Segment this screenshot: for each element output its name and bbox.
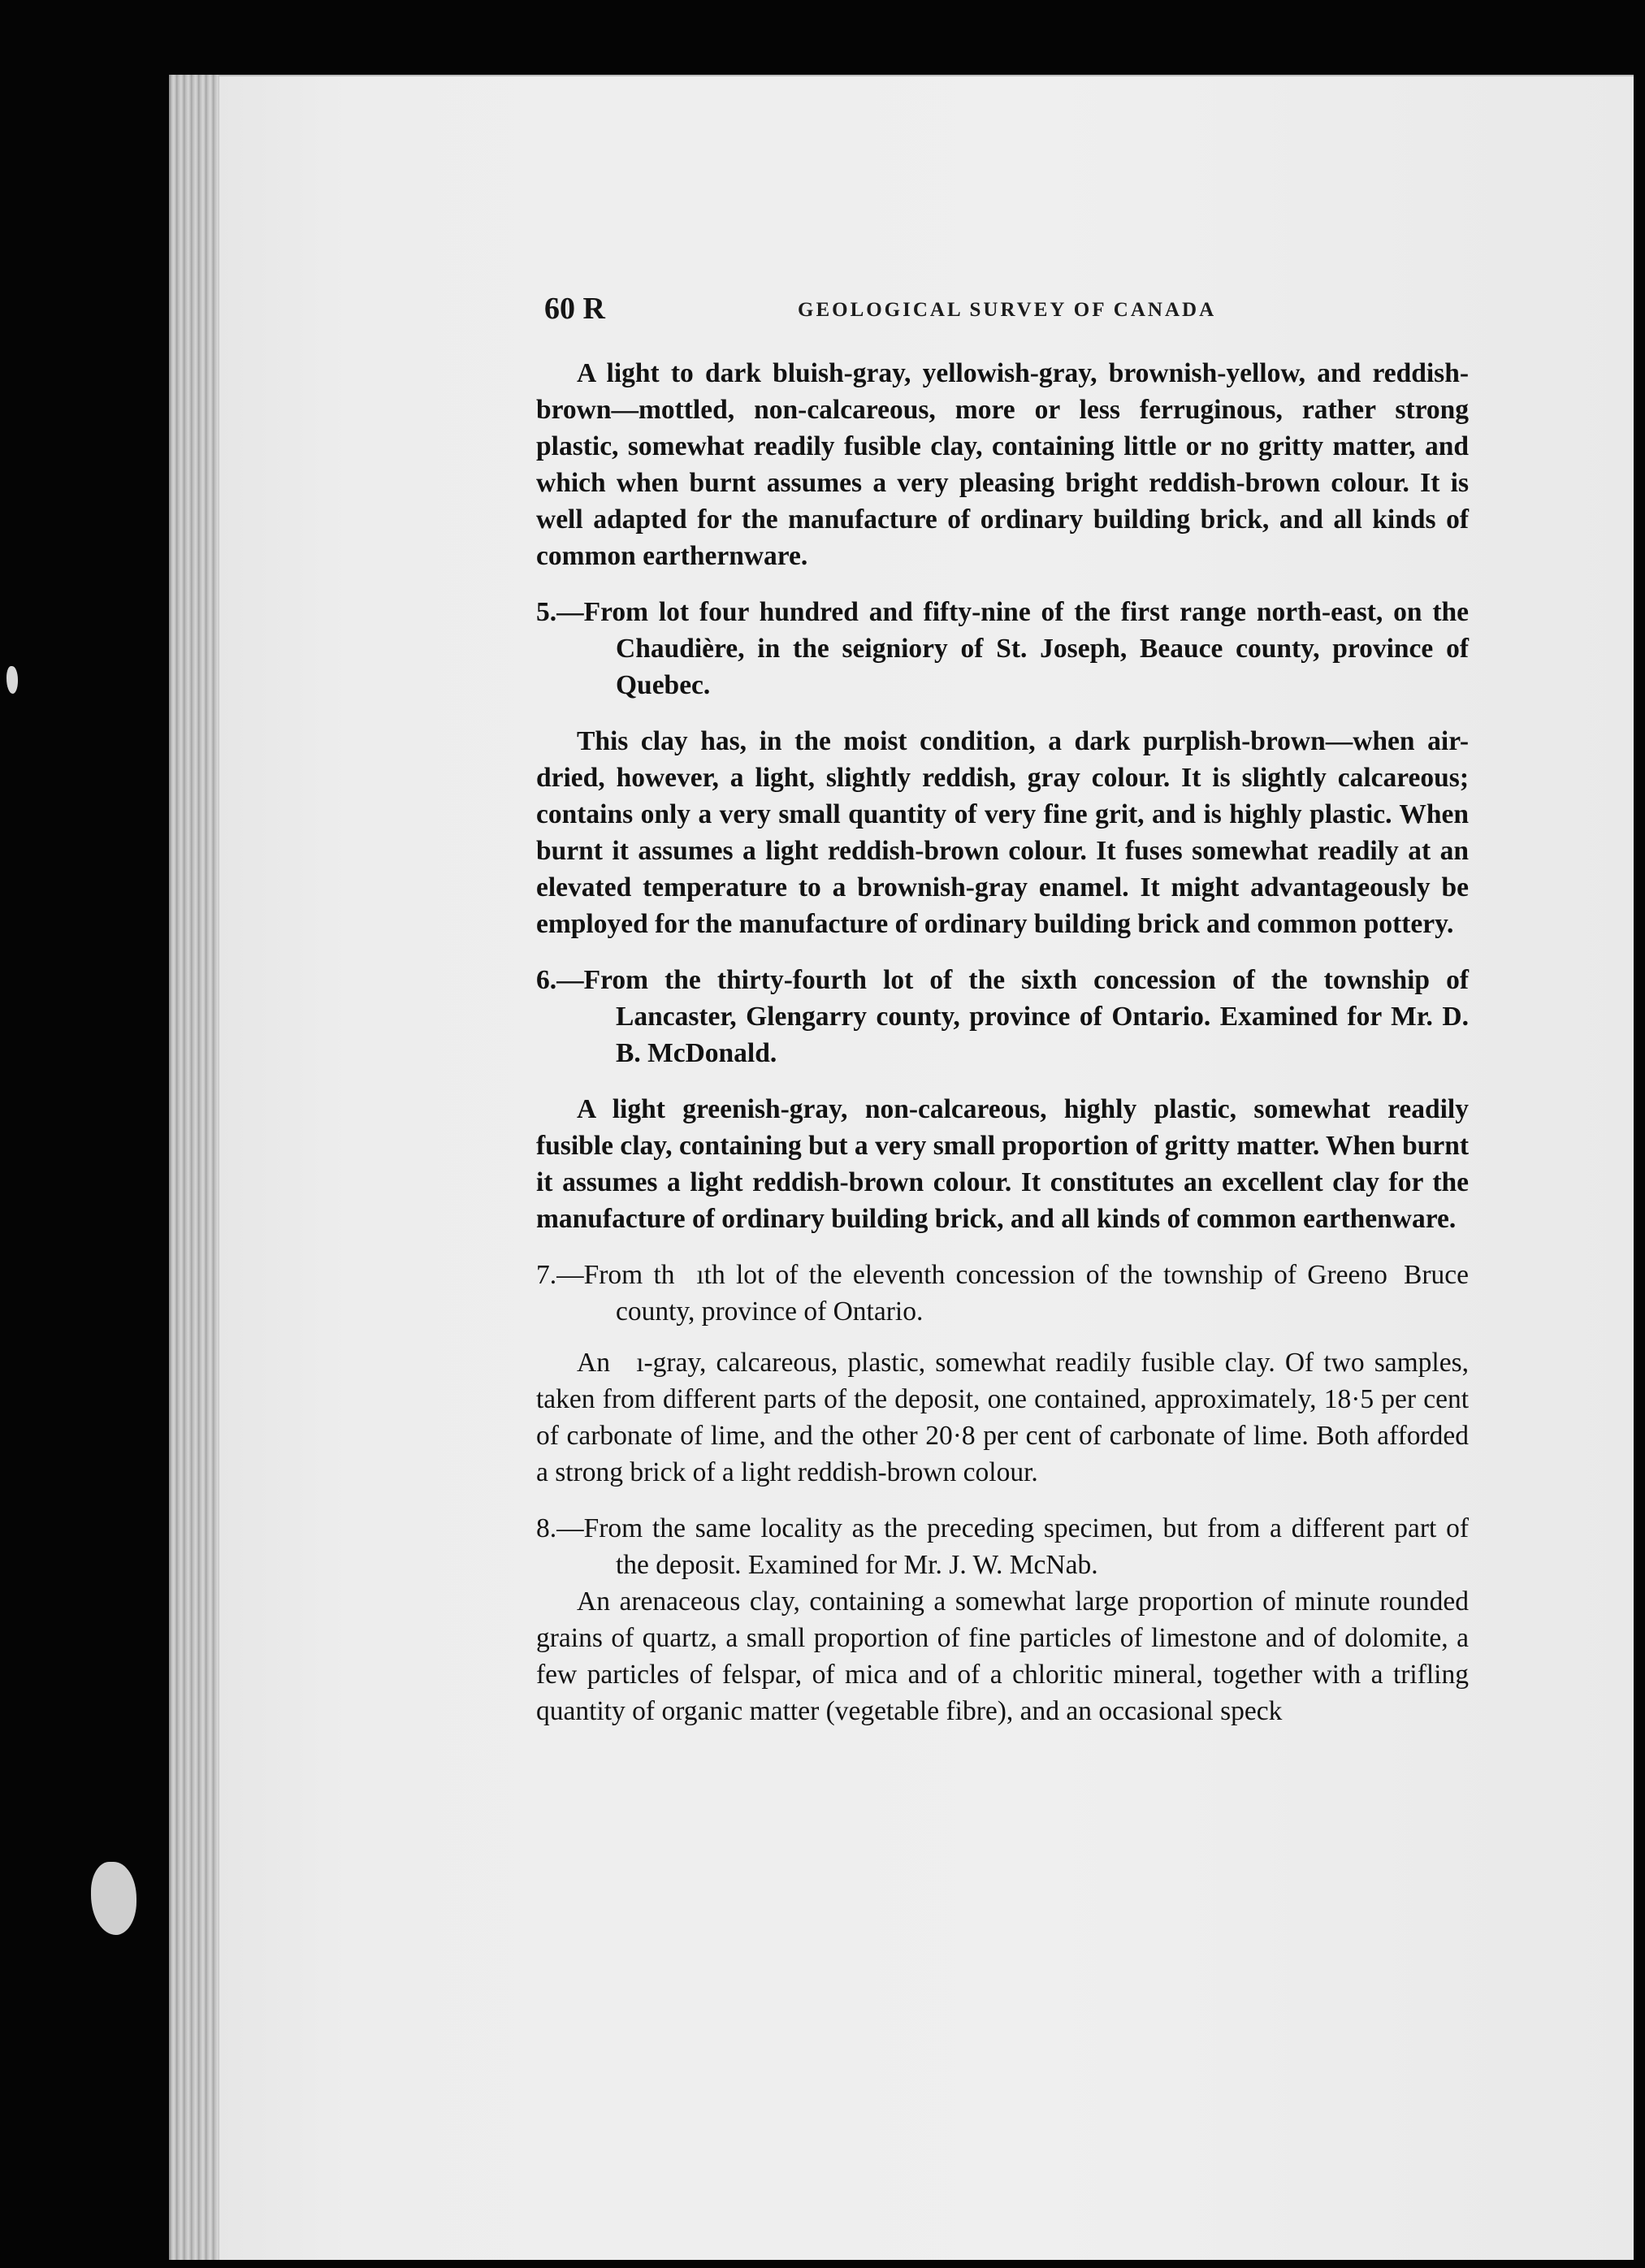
page-body <box>536 355 1469 1729</box>
specimen-entry-8: 8.—From the same locality as the preceding specimen, but from a different part of the deposit. Examined for Mr. J. W. McNab. <box>536 1513 1469 1580</box>
description-paragraph: An arenaceous clay, containing a somewhat large proportion of minute rounded grains of quartz, a small proportion of fine particles of limestone and of dolomite, a few particles of felspar, of mica and of a chloritic mineral, together with a trifling quantity of organic matter (vegetable fibre), and an occasional speck <box>536 1586 1469 1726</box>
description-paragraph: An ı-gray, calcareous, plastic, somewhat readily fusible clay. Of two samples, taken from different parts of the deposit, one contained, approximately, 18·5 per cent of carbonate of lime, and the other 20·8 per cent of carbonate of lime. Both afforded a strong brick of a light reddish-brown colour. <box>536 1348 1469 1487</box>
margin-smudge <box>6 666 18 694</box>
running-header <box>544 291 1470 335</box>
description-paragraph: A light greenish-gray, non-calcareous, highly plastic, somewhat readily fusible clay, containing but a very small proportion of gritty matter. When burnt it assumes a light reddish-brown colour. It constitutes an excellent clay for the manufacture of ordinary building brick, and all kinds of common earthenware. <box>536 1094 1469 1234</box>
specimen-entry-5: 5.—From lot four hundred and fifty-nine of the first range north-east, on the Chaudière, in the seigniory of St. Joseph, Beauce county, province of Quebec. <box>536 597 1469 700</box>
specimen-entry-6: 6.—From the thirty-fourth lot of the sixth concession of the township of Lancaster, Glengarry county, province of Ontario. Examined for Mr. D. B. McDonald. <box>536 965 1469 1068</box>
margin-smudge <box>91 1862 136 1935</box>
description-paragraph: This clay has, in the moist condition, a dark purplish-brown—when air-dried, however, a light, slightly reddish, gray colour. It is slightly calcareous; contains only a very small quantity of very fine grit, and is highly plastic. When burnt it assumes a light reddish-brown colour. It fuses somewhat readily at an elevated temperature to a brownish-gray enamel. It might advantageously be employed for the manufacture of ordinary building brick and common pottery. <box>536 726 1469 939</box>
specimen-entry-7: 7.—From th ıth lot of the eleventh concession of the township of Greeno Bruce county, province of Ontario. <box>536 1260 1469 1327</box>
description-paragraph: A light to dark bluish-gray, yellowish-gray, brownish-yellow, and reddish-brown—mottled, non-calcareous, more or less ferruginous, rather strong plastic, somewhat readily fusible clay, containing little or no gritty matter, and which when burnt assumes a very pleasing bright reddish-brown colour. It is well adapted for the manufacture of ordinary building brick, and all kinds of common earthernware. <box>536 358 1469 571</box>
page-number: 60 R <box>544 292 605 326</box>
page-binding-edge <box>169 75 219 2260</box>
running-title: GEOLOGICAL SURVEY OF CANADA <box>798 299 1217 321</box>
